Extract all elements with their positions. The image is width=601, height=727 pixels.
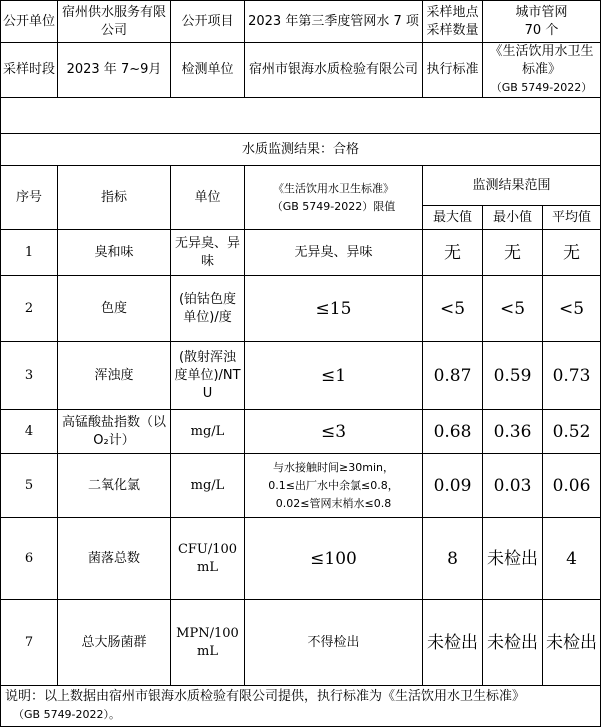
table-row — [1, 342, 601, 410]
result-summary: 水质监测结果：合格 — [1, 134, 601, 166]
row-indicator: 总大肠菌群 — [58, 600, 171, 686]
row-limit: ≤3 — [245, 410, 423, 454]
row-min: 0.59 — [483, 342, 543, 410]
table-row — [1, 454, 601, 518]
row-unit: MPN/100mL — [171, 600, 245, 686]
publisher-value: 宿州供水服务有限公司 — [58, 1, 171, 43]
row-limit-line-2: 0.1≤出厂水中余氯≤0.8， — [268, 478, 399, 492]
row-limit-line-1: 与水接触时间≥30min， — [273, 460, 394, 474]
publisher-label: 公开单位 — [1, 1, 58, 43]
row-min: <5 — [483, 276, 543, 342]
row-unit: (铂钴色度单位)/度 — [171, 276, 245, 342]
standard-value-line-2: （GB 5749-2022） — [490, 81, 593, 94]
col-limit-line-2: （GB 5749-2022）限值 — [271, 199, 396, 213]
row-unit: (散射浑浊度单位)/NTU — [171, 342, 245, 410]
row-no: 6 — [1, 518, 58, 600]
col-unit: 单位 — [171, 166, 245, 230]
row-indicator: 二氧化氯 — [58, 454, 171, 518]
row-min: 未检出 — [483, 600, 543, 686]
row-indicator: 高锰酸盐指数（以O₂计） — [58, 410, 171, 454]
row-max: 0.87 — [423, 342, 483, 410]
row-unit: mg/L — [171, 410, 245, 454]
col-limit — [245, 166, 423, 230]
row-limit: ≤1 — [245, 342, 423, 410]
row-no: 5 — [1, 454, 58, 518]
row-limit: 不得检出 — [245, 600, 423, 686]
sites-label: 采样地点采样数量 — [423, 1, 483, 43]
period-label: 采样时段 — [1, 43, 58, 98]
col-limit-line-1: 《生活饮用水卫生标准》 — [273, 181, 394, 195]
row-indicator: 菌落总数 — [58, 518, 171, 600]
project-value: 2023 年第三季度管网水 7 项 — [245, 1, 423, 43]
row-avg: 未检出 — [543, 600, 601, 686]
table-row — [1, 276, 601, 342]
row-no: 1 — [1, 230, 58, 276]
table-row — [1, 518, 601, 600]
row-no: 7 — [1, 600, 58, 686]
row-max: 未检出 — [423, 600, 483, 686]
row-no: 4 — [1, 410, 58, 454]
footnote-text: 说明：以上数据由宿州市银海水质检验有限公司提供，执行标准为《生活饮用水卫生标准》 — [5, 689, 526, 704]
footnote — [1, 686, 601, 727]
row-min: 0.36 — [483, 410, 543, 454]
col-avg: 平均值 — [543, 206, 601, 230]
row-avg: 0.73 — [543, 342, 601, 410]
row-limit: 无异臭、异味 — [245, 230, 423, 276]
row-avg: 0.06 — [543, 454, 601, 518]
table-row — [1, 410, 601, 454]
period-value: 2023 年 7~9月 — [58, 43, 171, 98]
row-indicator: 浑浊度 — [58, 342, 171, 410]
row-no: 3 — [1, 342, 58, 410]
row-avg: 无 — [543, 230, 601, 276]
row-indicator: 色度 — [58, 276, 171, 342]
row-avg: 0.52 — [543, 410, 601, 454]
sites-value — [483, 1, 601, 43]
footnote-standard: （GB 5749-2022）。 — [13, 708, 121, 721]
col-max: 最大值 — [423, 206, 483, 230]
row-limit: ≤15 — [245, 276, 423, 342]
standard-value — [483, 43, 601, 98]
row-max: 无 — [423, 230, 483, 276]
row-min: 无 — [483, 230, 543, 276]
row-min: 0.03 — [483, 454, 543, 518]
row-limit — [245, 454, 423, 518]
sites-value-line-1: 城市管网 — [515, 4, 568, 20]
row-max: 0.09 — [423, 454, 483, 518]
row-unit: CFU/100mL — [171, 518, 245, 600]
col-min: 最小值 — [483, 206, 543, 230]
row-no: 2 — [1, 276, 58, 342]
row-avg: 4 — [543, 518, 601, 600]
col-indicator: 指标 — [58, 166, 171, 230]
project-label: 公开项目 — [171, 1, 245, 43]
standard-value-line-1: 《生活饮用水卫生标准》 — [489, 44, 594, 77]
row-avg: <5 — [543, 276, 601, 342]
table-row — [1, 600, 601, 686]
col-range: 监测结果范围 — [423, 166, 601, 206]
col-no: 序号 — [1, 166, 58, 230]
table-row — [1, 230, 601, 276]
row-unit: 无异臭、异味 — [171, 230, 245, 276]
row-limit: ≤100 — [245, 518, 423, 600]
standard-label: 执行标准 — [423, 43, 483, 98]
row-limit-line-3: 0.02≤管网末梢水≤0.8 — [275, 496, 392, 510]
row-min: 未检出 — [483, 518, 543, 600]
row-max: 8 — [423, 518, 483, 600]
row-max: <5 — [423, 276, 483, 342]
lab-value: 宿州市银海水质检验有限公司 — [245, 43, 423, 98]
sites-value-line-2: 70 个 — [524, 22, 559, 38]
row-unit: mg/L — [171, 454, 245, 518]
lab-label: 检测单位 — [171, 43, 245, 98]
row-indicator: 臭和味 — [58, 230, 171, 276]
blank-row — [1, 98, 601, 134]
row-max: 0.68 — [423, 410, 483, 454]
